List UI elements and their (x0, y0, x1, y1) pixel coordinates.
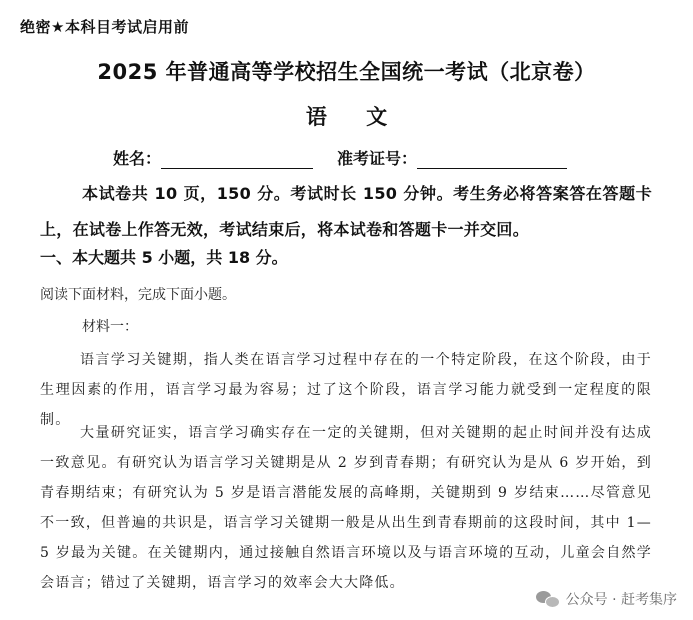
material-paragraph: 语言学习关键期，指人类在语言学习过程中存在的一个特定阶段，在这个阶段，由于生理因素的作用，语言学习最为容易；过了这个阶段，语言学习能力就受到一定程度的限制。 (40, 352, 652, 428)
wechat-icon (536, 590, 560, 608)
exam-id-field[interactable] (417, 152, 567, 169)
exam-title: 2025 年普通高等学校招生全国统一考试（北京卷） (97, 60, 596, 84)
watermark (530, 586, 683, 612)
material-paragraph: 大量研究证实，语言学习确实存在一定的关键期，但对关键期的起止时间并没有达成一致意见。有研究认为语言学习关键期是从 2 岁到青春期；有研究认为是从 6 岁开始，到青春期结束；有研究认为 5 岁是语言潜能发展的高峰期，关键期到 9 岁结束……尽管意见不一致，但普遍的共识是，语言学习关键期一般是从出生到青春期前的这段时间，其中 1—5 岁最为关键。在关键期内，通过接触自然语言环境以及与语言环境的互动，儿童会自然学会语言；错过了关键期，语言学习的效率会大大降低。 (40, 425, 652, 591)
confidential-label: 绝密★本科目考试启用前 (20, 18, 189, 36)
candidate-fields (113, 146, 567, 169)
reading-instruction: 阅读下面材料，完成下面小题。 (40, 287, 236, 303)
subject-title: 语 文 (305, 105, 404, 129)
section-heading: 一、本大题共 5 小题，共 18 分。 (40, 248, 288, 267)
exam-id-label: 准考证号： (337, 149, 418, 168)
name-field[interactable] (161, 152, 313, 169)
watermark-text: 公众号 · 赶考集序 (565, 592, 677, 608)
exam-notice: 本试卷共 10 页，150 分。考试时长 150 分钟。考生务必将答案答在答题卡上，在试卷上作答无效，考试结束后，将本试卷和答题卡一并交回。 (40, 184, 652, 239)
name-label: 姓名： (113, 149, 162, 168)
material-label: 材料一： (82, 319, 138, 335)
